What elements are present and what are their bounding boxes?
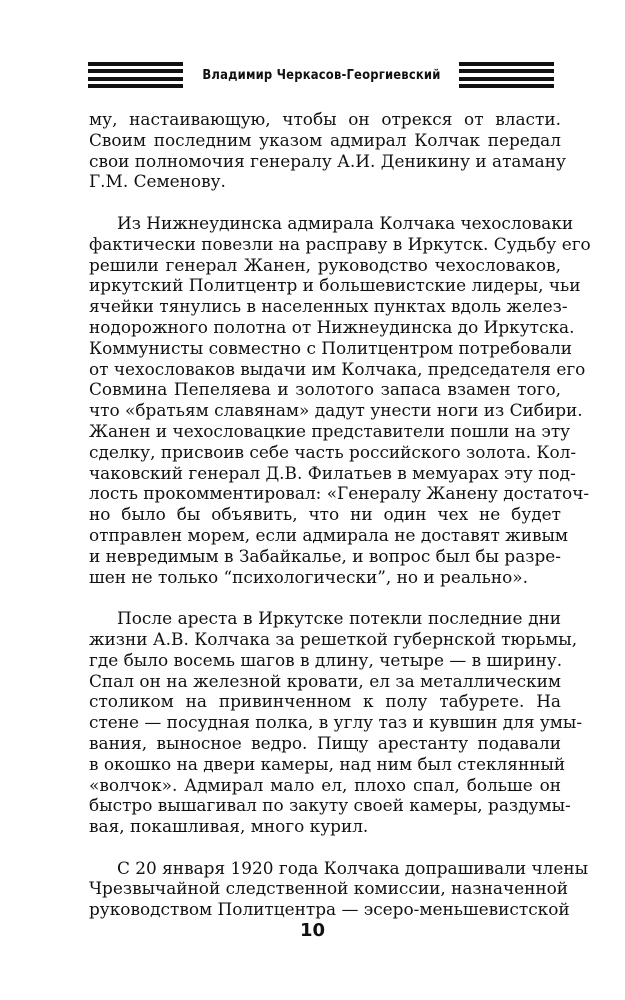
text-line: вания, выносное ведро. Пищу арестанту подавали [89, 732, 561, 753]
text-line: После ареста в Иркутске потекли последние дни [117, 608, 561, 629]
text-line: столиком на привинченном к полу табурете. На [89, 691, 561, 712]
text-line: му, настаивающую, чтобы он отрекся от власти. [89, 109, 561, 129]
text-line: Коммунисты совместно с Политцентром потребовали [89, 337, 572, 358]
text-line: Совмина Пепеляева и золотого запаса взамен того, [89, 379, 561, 400]
text-line: шен не только “психологически”, но и реально». [89, 566, 528, 587]
text-line: Из Нижнеудинска адмирала Колчака чехословаки [117, 212, 574, 233]
text-line: вая, покашливая, много курил. [89, 816, 369, 837]
text-line: жизни А.В. Колчака за решеткой губернской тюрьмы, [89, 628, 578, 649]
text-line: отправлен морем, если адмирала не доставят живым [89, 524, 569, 545]
text-line: Чрезвычайной следственной комиссии, назначенной [89, 878, 569, 899]
paragraph [89, 212, 591, 587]
text-line: быстро вышагивал по закуту своей камеры, раздумы- [89, 795, 571, 816]
text-line: Спал он на железной кровати, ел за металлическим [89, 670, 561, 691]
text-line: что «братьям славянам» дадут унести ноги из Сибири. [89, 400, 583, 421]
text-line: от чехословаков выдачи им Колчака, председателя его [89, 358, 586, 379]
text-line: Своим последним указом адмирал Колчак передал [89, 129, 561, 150]
body-text [89, 109, 591, 920]
text-line: сделку, присвоив себе часть российского золота. Кол- [89, 441, 577, 462]
text-line: Г.М. Семенову. [89, 171, 226, 192]
text-line: лость прокомментировал: «Генералу Жанену достаточ- [89, 483, 590, 504]
paragraph [89, 109, 566, 192]
header-rule-right [459, 62, 554, 88]
text-line: где было восемь шагов в длину, четыре — в ширину. [89, 649, 563, 670]
text-line: фактически повезли на расправу в Иркутск. Судьбу его [89, 233, 591, 254]
paragraph [89, 608, 583, 837]
text-line: С 20 января 1920 года Колчака допрашивали члены [117, 857, 589, 878]
text-line: руководством Политцентра — эсеро-меньшевистской [89, 899, 570, 920]
paragraph [89, 857, 589, 920]
text-line: в окошко на двери камеры, над ним был стеклянный [89, 753, 566, 774]
text-line: но было бы объявить, что ни один чех не будет [89, 504, 561, 525]
text-line: и невредимым в Забайкалье, и вопрос был бы разре- [89, 545, 561, 566]
running-header [88, 58, 554, 92]
header-rule-left [88, 62, 183, 88]
text-line: иркутский Политцентр и большевистские лидеры, чьи [89, 275, 581, 296]
text-line: стене — посудная полка, в углу таз и кувшин для умы- [89, 712, 583, 733]
text-line: ячейки тянулись в населенных пунктах вдоль желез- [89, 296, 568, 317]
page-number: 10 [299, 920, 326, 941]
text-line: «волчок». Адмирал мало ел, плохо спал, больше он [89, 774, 561, 795]
text-line: чаковский генерал Д.В. Филатьев в мемуарах эту под- [89, 462, 576, 483]
text-line: свои полномочия генералу А.И. Деникину и атаману [89, 150, 566, 171]
text-line: нодорожного полотна от Нижнеудинска до Иркутска. [89, 316, 575, 337]
text-line: Жанен и чехословацкие представители пошли на эту [89, 420, 571, 441]
running-title: Владимир Черкасов-Георгиевский [201, 67, 441, 83]
text-line: решили генерал Жанен, руководство чехословаков, [89, 254, 561, 275]
